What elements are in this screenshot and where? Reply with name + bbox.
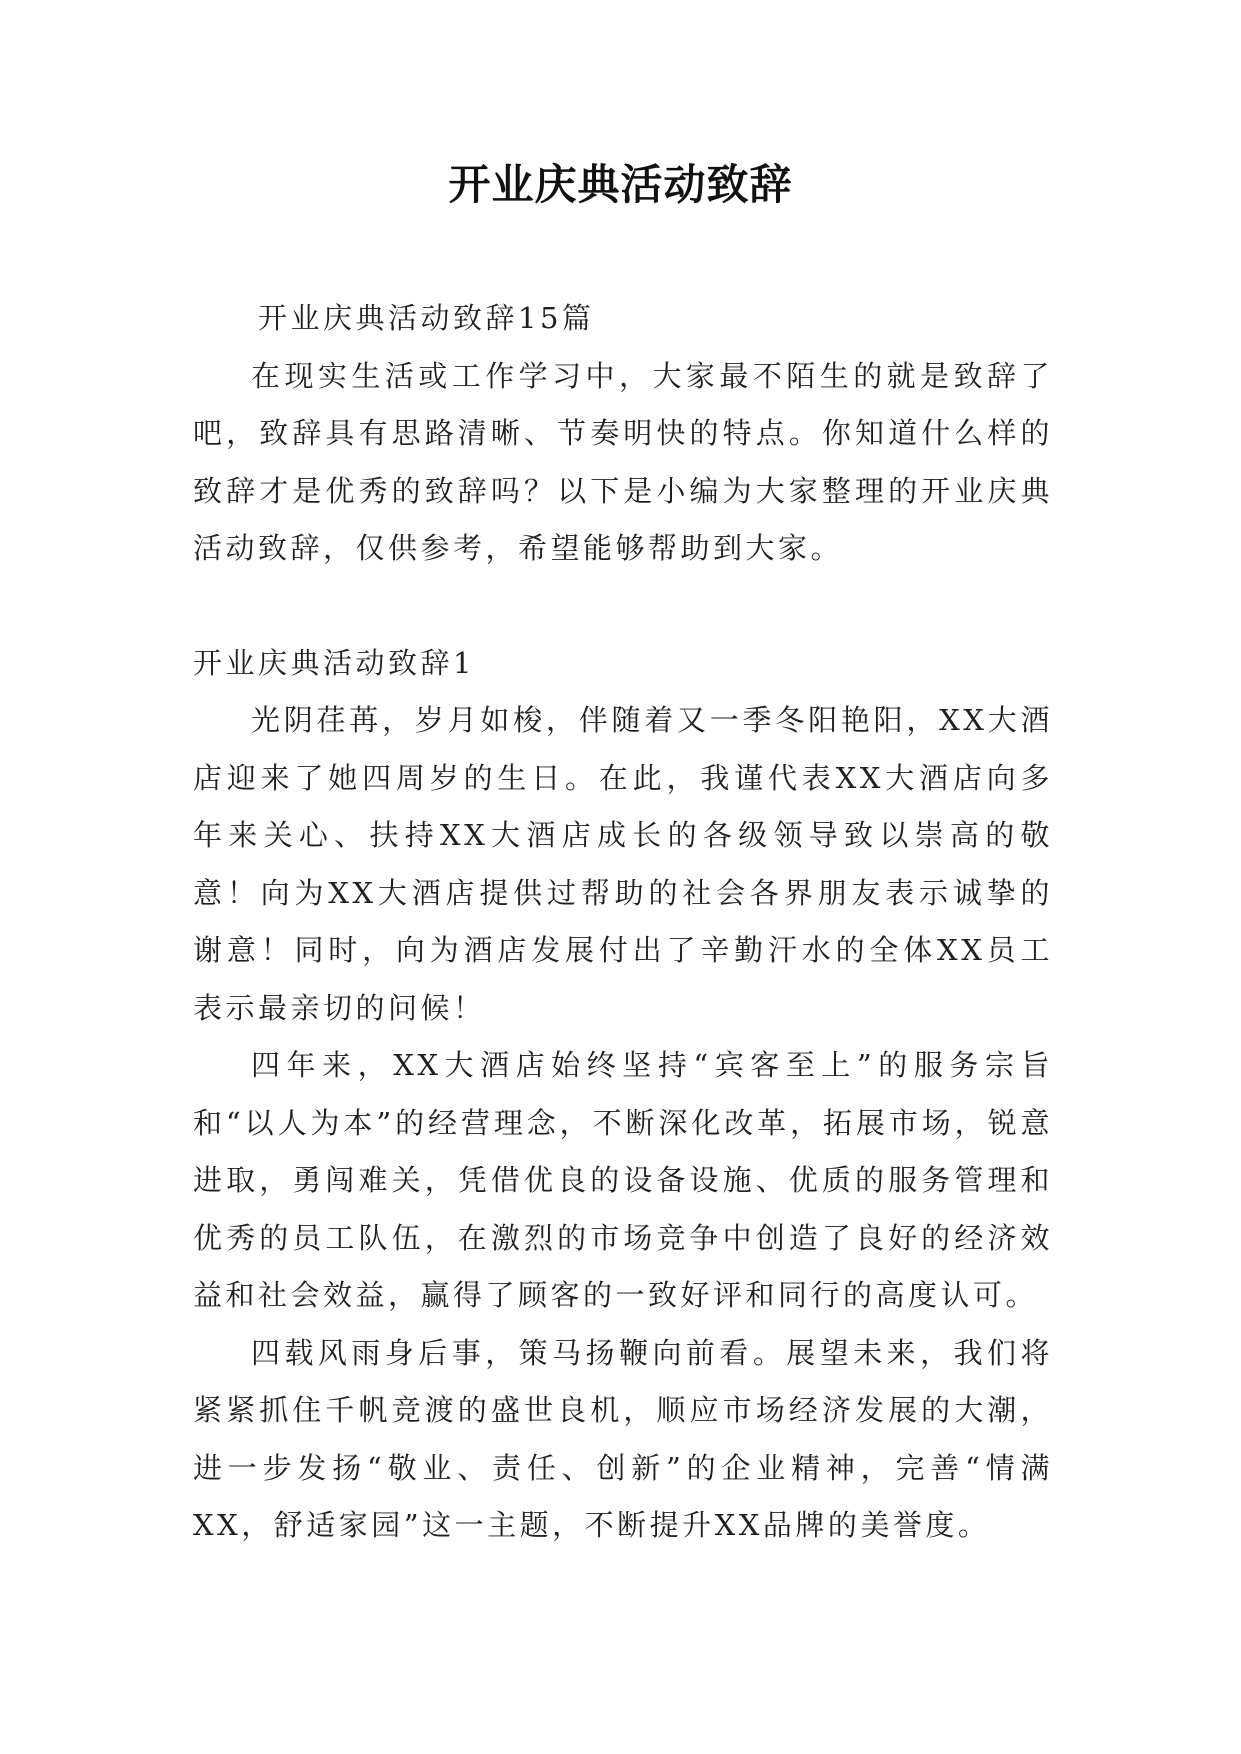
intro-paragraph: 在现实生活或工作学习中，大家最不陌生的就是致辞了吧，致辞具有思路清晰、节奏明快的特点。你知道什么样的致辞才是优秀的致辞吗？以下是小编为大家整理的开业庆典活动致辞，仅供参考，希望能够帮助到大家。 (193, 358, 1053, 565)
document-title: 开业庆典活动致辞 (448, 160, 793, 209)
body-paragraph: 光阴荏苒，岁月如梭，伴随着又一季冬阳艳阳，XX大酒店迎来了她四周岁的生日。在此，我谨代表XX大酒店向多年来关心、扶持XX大酒店成长的各级领导致以崇高的敬意！向为XX大酒店提供过帮助的社会各界朋友表示诚挚的谢意！同时，向为酒店发展付出了辛勤汗水的全体XX员工表示最亲切的问候！ (193, 703, 1053, 1025)
body-paragraph: 四年来，XX大酒店始终坚持“宾客至上”的服务宗旨和“以人为本”的经营理念，不断深化改革，拓展市场，锐意进取，勇闯难关，凭借优良的设备设施、优质的服务管理和优秀的员工队伍，在激烈的市场竞争中创造了良好的经济效益和社会效益，赢得了顾客的一致好评和同行的高度认可。 (193, 1048, 1053, 1312)
section-heading: 开业庆典活动致辞1 (193, 645, 475, 680)
body-paragraph: 四载风雨身后事，策马扬鞭向前看。展望未来，我们将紧紧抓住千帆竞渡的盛世良机，顺应市场经济发展的大潮，进一步发扬“敬业、责任、创新”的企业精神，完善“情满XX，舒适家园”这一主题，不断提升XX品牌的美誉度。 (193, 1335, 1053, 1542)
section-spacer (193, 578, 1053, 635)
document-body (193, 290, 1053, 1555)
document-subtitle: 开业庆典活动致辞15篇 (258, 301, 595, 335)
